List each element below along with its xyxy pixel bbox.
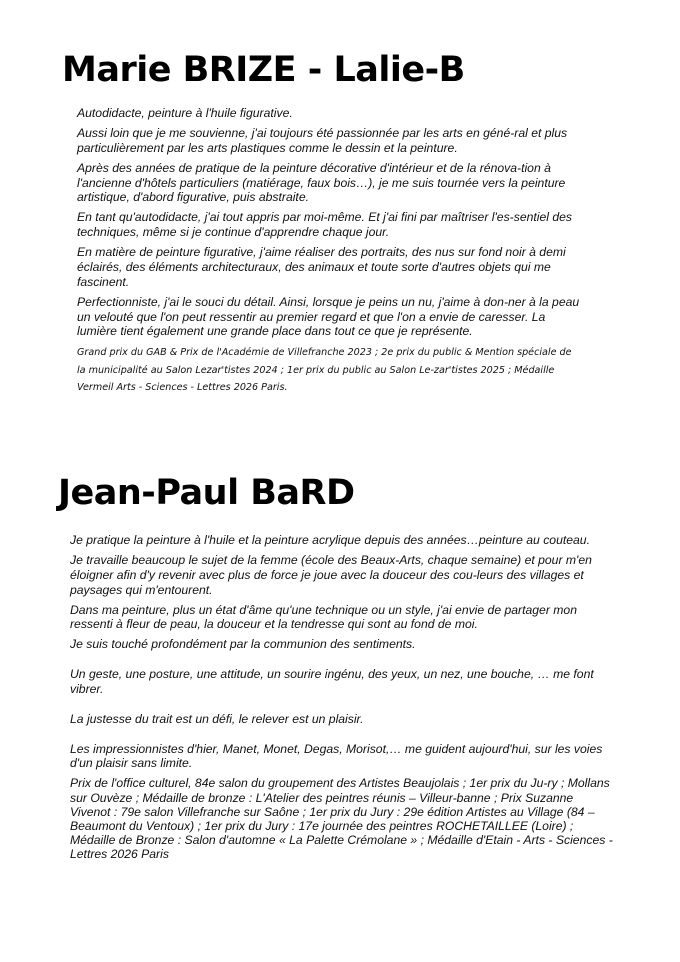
bio-paragraph: Je travaille beaucoup le sujet de la femme (école des Beaux-Arts, chaque semaine) et pour m'en éloigner afin d'y revenir avec plus de force je joue avec la douceur des cou-leurs des villages et paysages qui m'entourent. [70,552,592,597]
awards-paragraph: Prix de l'office culturel, 84e salon du groupement des Artistes Beaujolais ; 1er prix du Ju-ry ; Mollans sur Ouvèze ; Médaille de bronze : L'Atelier des peintres réunis – Villeur-banne ; Prix Suzanne Vivenot : 79e salon Villefranche sur Saône ; 1er prix du Jury : 29e édition Artistes au Village (84 – Beaumont du Ventoux) ; 1er prix du Jury : 17e journée des peintres ROCHETAILLEE (Loire) ; Médaille de Bronze : Salon d'automne « La Palette Crémolane » ; Médaille d'Etain - Arts - Sciences - Lettres 2026 Paris [70,776,613,862]
artist-name-title: Jean-Paul BaRD [58,473,355,513]
artist-bio-section [77,106,582,402]
bio-paragraph: La justesse du trait est un défi, le relever est un plaisir. [70,711,364,726]
bio-paragraph: Perfectionniste, j'ai le souci du détail. Ainsi, lorsque je peins un nu, j'aime à don-ner à la peau un velouté que l'on peut ressentir au premier regard et que l'on a envie de caresser. La lumière tient également une grande place dans tout ce que je représente. [77,294,580,339]
artist-name-title: Marie BRIZE - Lalie-B [62,50,465,90]
artist-bio-section [70,533,616,867]
bio-paragraph: Les impressionnistes d'hier, Manet, Monet, Degas, Morisot,… me guident aujourd'hui, sur les voies d'un plaisir sans limite. [70,741,603,771]
awards-paragraph: Grand prix du GAB & Prix de l'Académie de Villefranche 2023 ; 2e prix du public & Mention spéciale de la municipalité au Salon Lezar'tistes 2024 ; 1er prix du public au Salon Le-zar'tistes 2025 ; Médaille Vermeil Arts - Sciences - Lettres 2026 Paris. [77,347,572,394]
bio-paragraph: Dans ma peinture, plus un état d'âme qu'une technique ou un style, j'ai envie de partager mon ressenti à fleur de peau, la douceur et la tendresse qui sont au fond de moi. [70,602,577,632]
bio-paragraph: En matière de peinture figurative, j'aime réaliser des portraits, des nus sur fond noir à demi éclairés, des éléments architecturaux, des animaux et toute sorte d'autres objets qui me fascinent. [77,245,566,289]
bio-paragraph: Après des années de pratique de la peinture décorative d'intérieur et de la rénova-tion à l'ancienne d'hôtels particuliers (matiérage, faux bois…), je me suis tournée vers la peinture artistique, d'abord figurative, puis abstraite. [77,160,566,205]
bio-paragraph: En tant qu'autodidacte, j'ai tout appris par moi-même. Et j'ai fini par maîtriser l'es-sentiel des techniques, même si je continue d'apprendre chaque jour. [77,210,573,240]
bio-paragraph: Autodidacte, peinture à l'huile figurative. [77,106,293,120]
bio-paragraph: Aussi loin que je me souvienne, j'ai toujours été passionnée par les arts en géné-ral et plus particulièrement par les arts plastiques comme le dessin et la peinture. [77,125,568,155]
bio-paragraph: Je pratique la peinture à l'huile et la peinture acrylique depuis des années…peinture au couteau. [70,533,590,547]
bio-paragraph: Je suis touché profondément par la communion des sentiments. [70,637,416,652]
bio-paragraph: Un geste, une posture, une attitude, un sourire ingénu, des yeux, un nez, une bouche, … me font vibrer. [70,667,594,696]
